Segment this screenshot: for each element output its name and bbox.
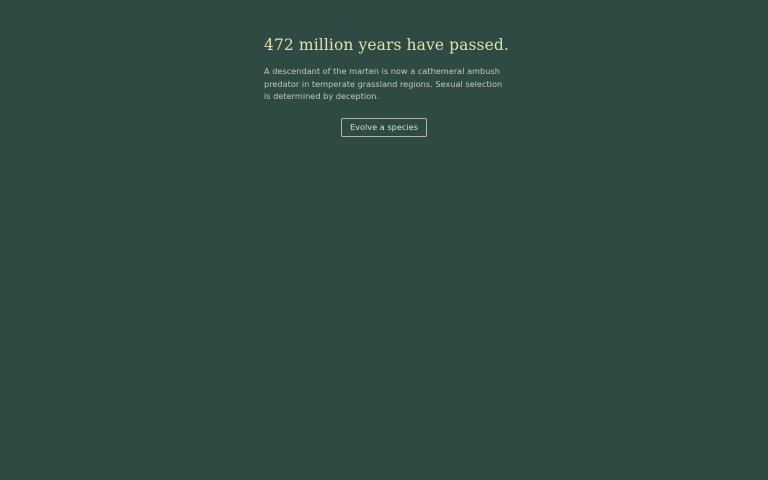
content-panel — [264, 34, 509, 103]
evolve-species-button[interactable]: Evolve a species — [341, 118, 427, 137]
species-description: A descendant of the marten is now a cathemeral ambush predator in temperate grassland regions. Sexual selection is determined by deception. — [264, 66, 503, 102]
actions — [264, 118, 504, 137]
page-title: 472 million years have passed. — [264, 36, 509, 54]
